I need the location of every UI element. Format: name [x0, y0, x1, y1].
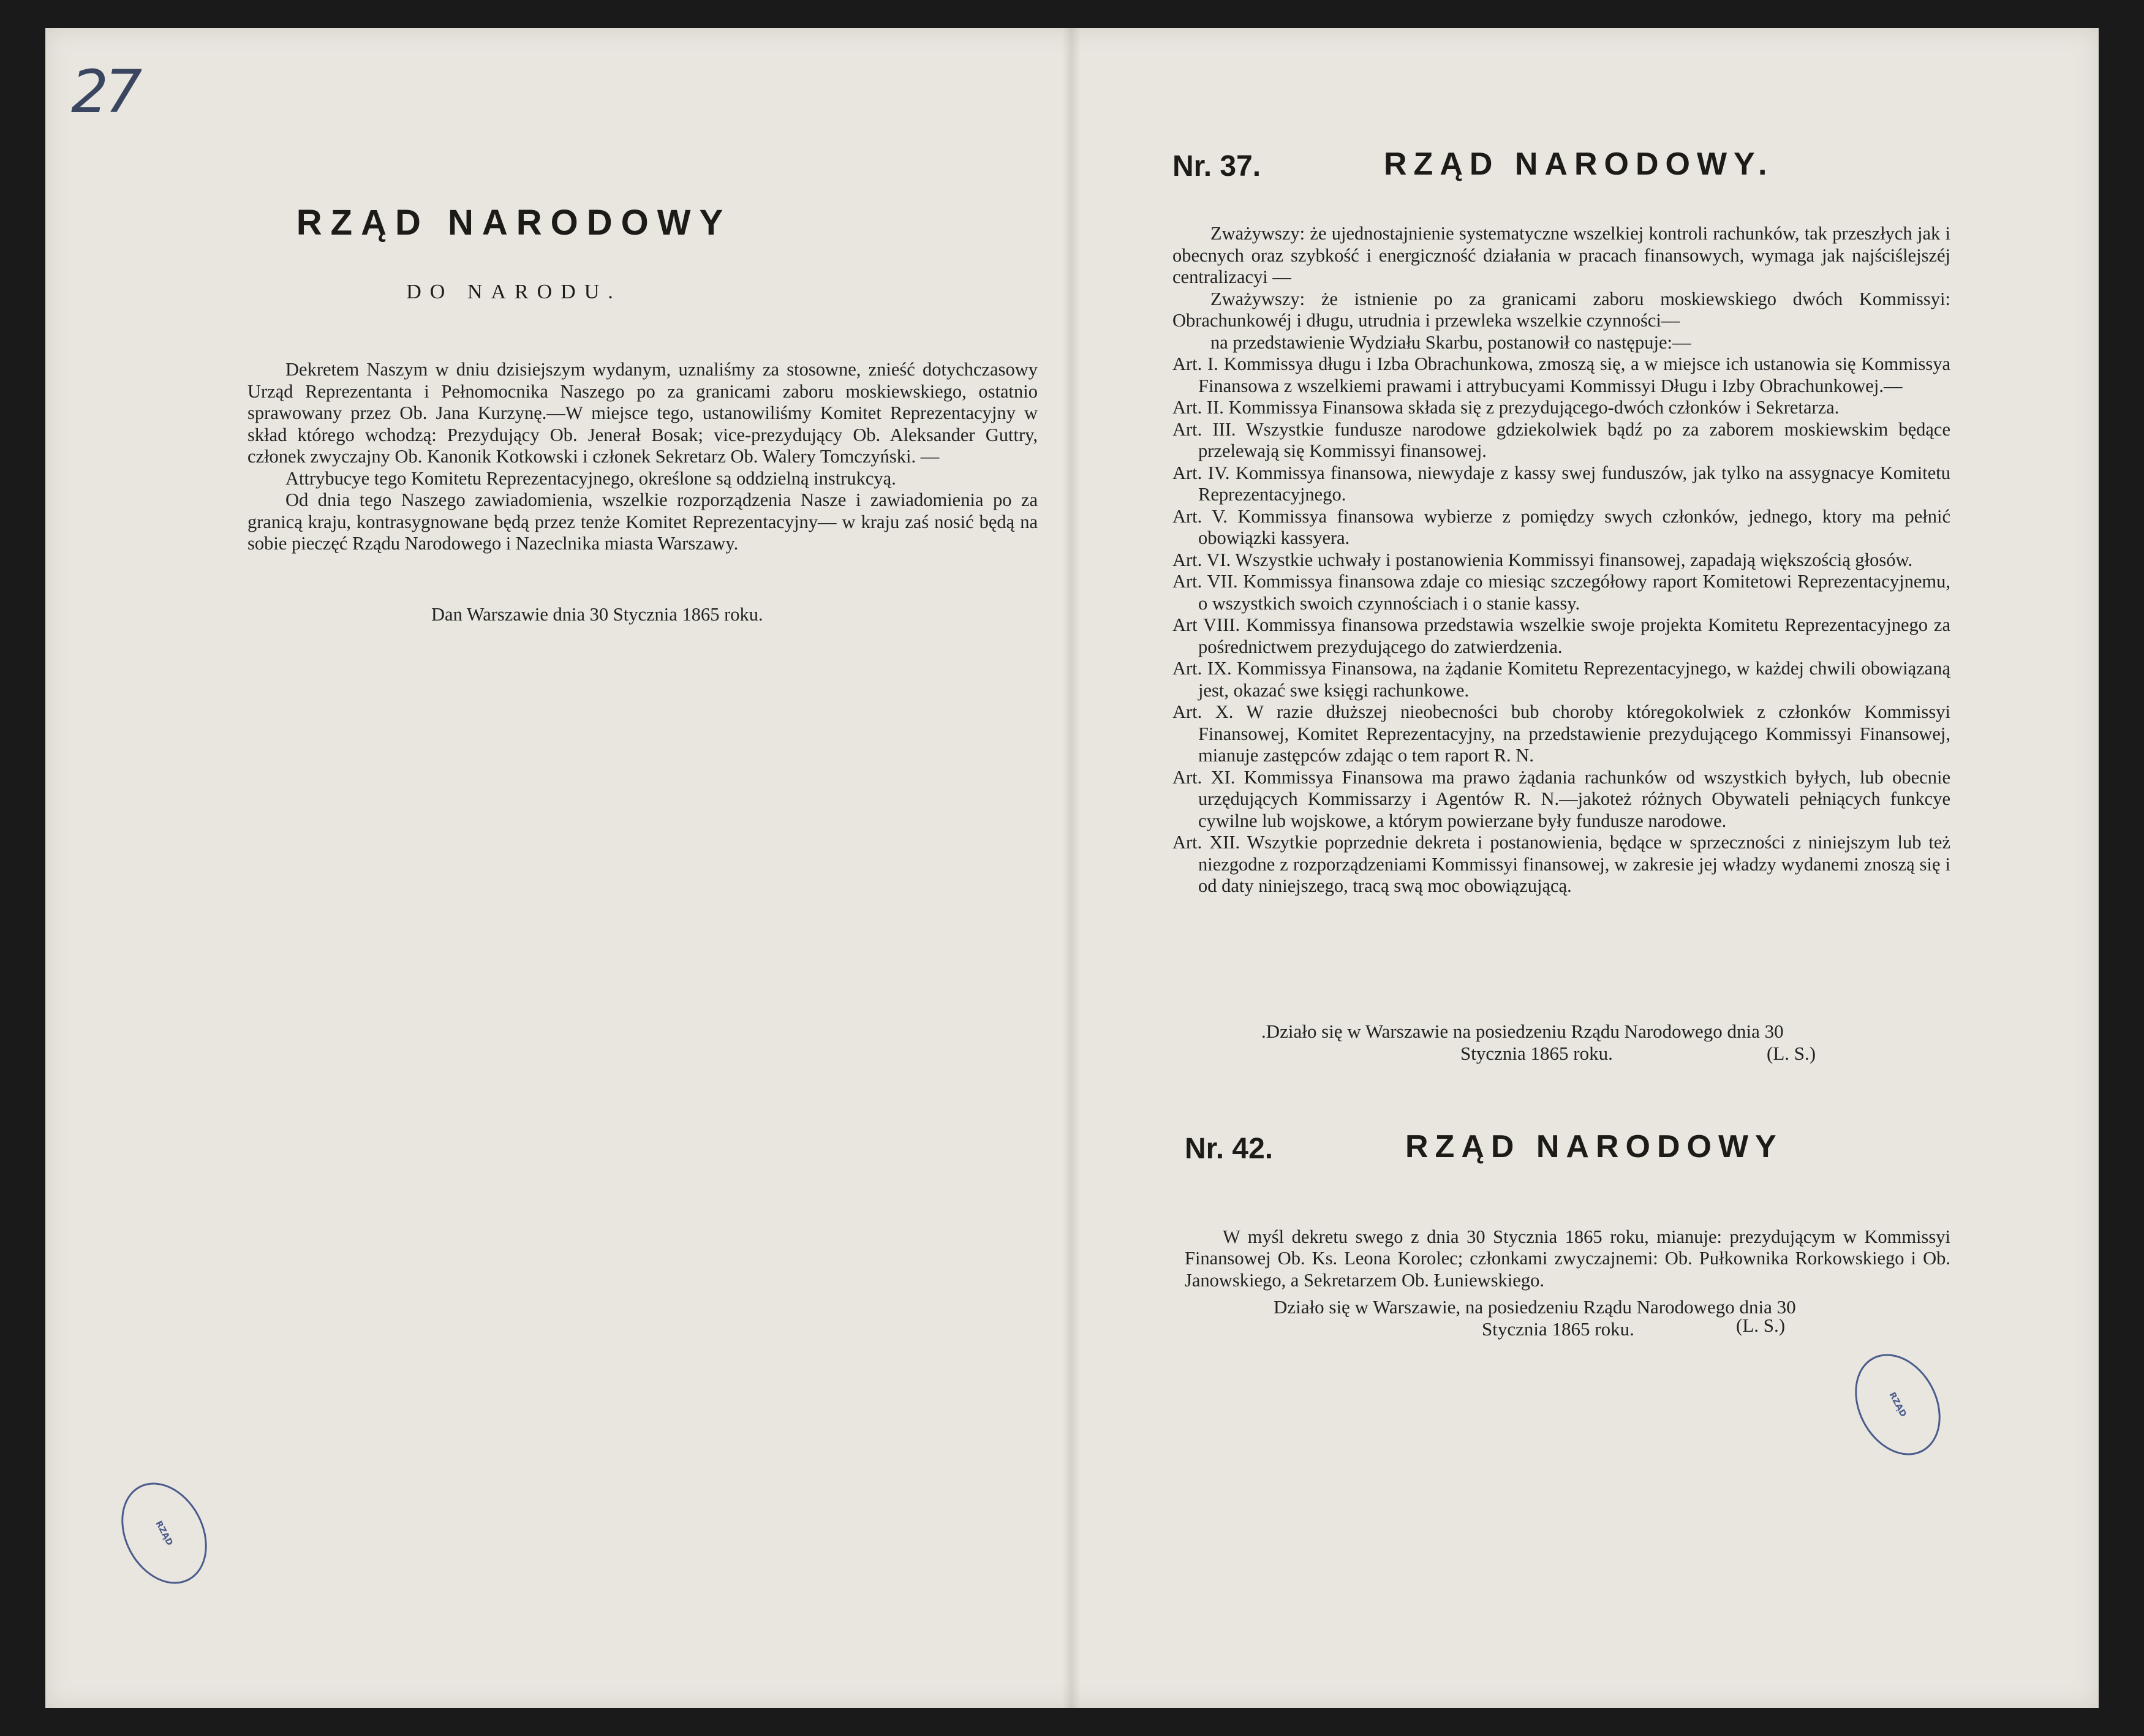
- nr42-text: W myśl dekretu swego z dnia 30 Stycznia 1865 roku, mianuje: prezydującym w Kommissyi Finansowej Ob. Ks. Leona Korolec; członkami zwyczajnemi: Ob. Pułkownika Rorkowskiego i Ob. Janowskiego, a Sekretarzem Ob. Łuniewskiego.: [1185, 1226, 1950, 1291]
- nr42-title: RZĄD NARODOWY: [1405, 1129, 1783, 1164]
- nr42-sign-line: Działo się w Warszawie, na posiedzeniu Rządu Narodowego dnia 30: [1274, 1296, 1796, 1318]
- nr37-article: Art VIII. Kommissya finansowa przedstawia wszelkie swoje projekta Komitetu Reprezentacyjnego za pośrednictwem prezydującego do zatwierdzenia.: [1172, 614, 1950, 657]
- library-stamp: RZĄD: [1838, 1339, 1958, 1470]
- nr37-preamble: Zważywszy: że istnienie po za granicami zaboru moskiewskiego dwóch Kommissyi: Obrachunkowéj i długu, utrudnia i przewleka wszelkie czynności—: [1172, 288, 1950, 331]
- page-fold: [1062, 28, 1081, 1708]
- document-sheet: [45, 28, 2099, 1708]
- left-date-line: Dan Warszawie dnia 30 Stycznia 1865 roku.: [431, 604, 763, 625]
- nr37-article: Art. V. Kommissya finansowa wybierze z pomiędzy swych członków, jednego, ktory ma pełnić obowiązki kassyera.: [1172, 505, 1950, 548]
- nr37-number: Nr. 37.: [1172, 150, 1261, 183]
- nr42-sign-date: Stycznia 1865 roku.: [1482, 1318, 1634, 1340]
- nr37-seal: (L. S.): [1767, 1043, 1816, 1064]
- nr37-article: Art. X. W razie dłuższej nieobecności bub choroby któregokolwiek z członków Kommissyi Finansowej, Komitet Reprezentacyjny, na przedstawienie prezydującego Kommissyi Finansowej, mianuje zastępców zdając o tem raport R. N.: [1172, 701, 1950, 766]
- nr37-body: [1172, 223, 1950, 897]
- nr37-sign-date: Stycznia 1865 roku.: [1460, 1043, 1613, 1064]
- library-stamp: RZĄD: [105, 1468, 224, 1599]
- left-paragraph: Od dnia tego Naszego zawiadomienia, wszelkie rozporządzenia Nasze i zawiadomienia po za granicą kraju, kontrasygnowane będą przez tenże Komitet Reprezentacyjny— w kraju zaś nosić będą na sobie pieczęć Rządu Narodowego i Nazeclnika miasta Warszawy.: [247, 489, 1038, 554]
- left-paragraph: Dekretem Naszym w dniu dzisiejszym wydanym, uznaliśmy za stosowne, znieść dotychczasowy Urząd Reprezentanta i Pełnomocnika Naszego po za granicami zaboru moskiewskiego, ostatnio sprawowany przez Ob. Jana Kurzynę.—W miejsce tego, ustanowiliśmy Komitet Reprezentacyjny w skład którego wchodzą: Prezydujący Ob. Jenerał Bosak; vice-prezydujący Ob. Aleksander Guttry, członek zwyczajny Ob. Kanonik Kotkowski i członek Sekretarz Ob. Walery Tomczyński. —: [247, 359, 1038, 467]
- left-body: [247, 359, 1038, 555]
- nr37-sign-line: .Działo się w Warszawie na posiedzeniu Rządu Narodowego dnia 30: [1261, 1021, 1784, 1042]
- nr37-article: Art. II. Kommissya Finansowa składa się z prezydującego-dwóch członków i Sekretarza.: [1172, 397, 1840, 418]
- nr37-title: RZĄD NARODOWY.: [1384, 146, 1774, 182]
- folio-number: 27: [71, 58, 139, 126]
- nr37-article: Art. IV. Kommissya finansowa, niewydaje z kassy swej funduszów, jak tylko na assygnacye Komitetu Reprezentacyjnego.: [1172, 462, 1950, 505]
- left-paragraph: Attrybucye tego Komitetu Reprezentacyjnego, określone są oddzielną instrukcyą.: [285, 467, 896, 489]
- nr37-preamble: Zważywszy: że ujednostajnienie systematyczne wszelkiej kontroli rachunków, tak przeszłych jak i obecnych oraz szybkość i energiczność działania w pracach finansowych, wymaga jak najściślejszéj centralizacyi —: [1172, 223, 1950, 287]
- nr42-seal: (L. S.): [1736, 1315, 1786, 1336]
- nr37-article: Art. VI. Wszystkie uchwały i postanowienia Kommissyi finansowej, zapadają większością głosów.: [1172, 549, 1913, 570]
- nr37-article: Art. I. Kommissya długu i Izba Obrachunkowa, zmoszą się, a w miejsce ich ustanowia się Kommissya Finansowa z wszelkiemi prawami i attrybucyami Kommissyi Długu i Izby Obrachunkowej.—: [1172, 353, 1950, 396]
- left-title: RZĄD NARODOWY: [296, 203, 732, 243]
- nr37-article: Art. VII. Kommissya finansowa zdaje co miesiąc szczegółowy raport Komitetowi Reprezentacyjnemu, o wszystkich swoich czynnościach i o stanie kassy.: [1172, 571, 1950, 614]
- nr37-article: Art. XII. Wszytkie poprzednie dekreta i postanowienia, będące w sprzeczności z niniejszym lub też niezgodne z rozporządzeniami Kommissyi finansowej, w zakresie jej władzy wydanemi znoszą się i od daty niniejszego, tracą swą moc obowiązującą.: [1172, 832, 1950, 896]
- nr37-article: Art. IX. Kommissya Finansowa, na żądanie Komitetu Reprezentacyjnego, w każdej chwili obowiązaną jest, okazać swe księgi rachunkowe.: [1172, 658, 1950, 701]
- nr37-preamble: na przedstawienie Wydziału Skarbu, postanowił co następuje:—: [1210, 331, 1691, 353]
- nr42-number: Nr. 42.: [1185, 1133, 1274, 1165]
- nr37-article: Art. III. Wszystkie fundusze narodowe gdziekolwiek bądź po za zaborem moskiewskim będące przelewają się Kommissyi finansowej.: [1172, 418, 1950, 461]
- nr42-body: [1185, 1207, 1950, 1310]
- left-subtitle: DO NARODU.: [406, 281, 622, 303]
- nr37-article: Art. XI. Kommissya Finansowa ma prawo żądania rachunków od wszystkich byłych, lub obecnie urzędujących Kommissarzy i Agentów R. N.—jakoteż różnych Obywateli pełniących funkcye cywilne lub wojskowe, a którym powierzane były fundusze narodowe.: [1172, 766, 1950, 831]
